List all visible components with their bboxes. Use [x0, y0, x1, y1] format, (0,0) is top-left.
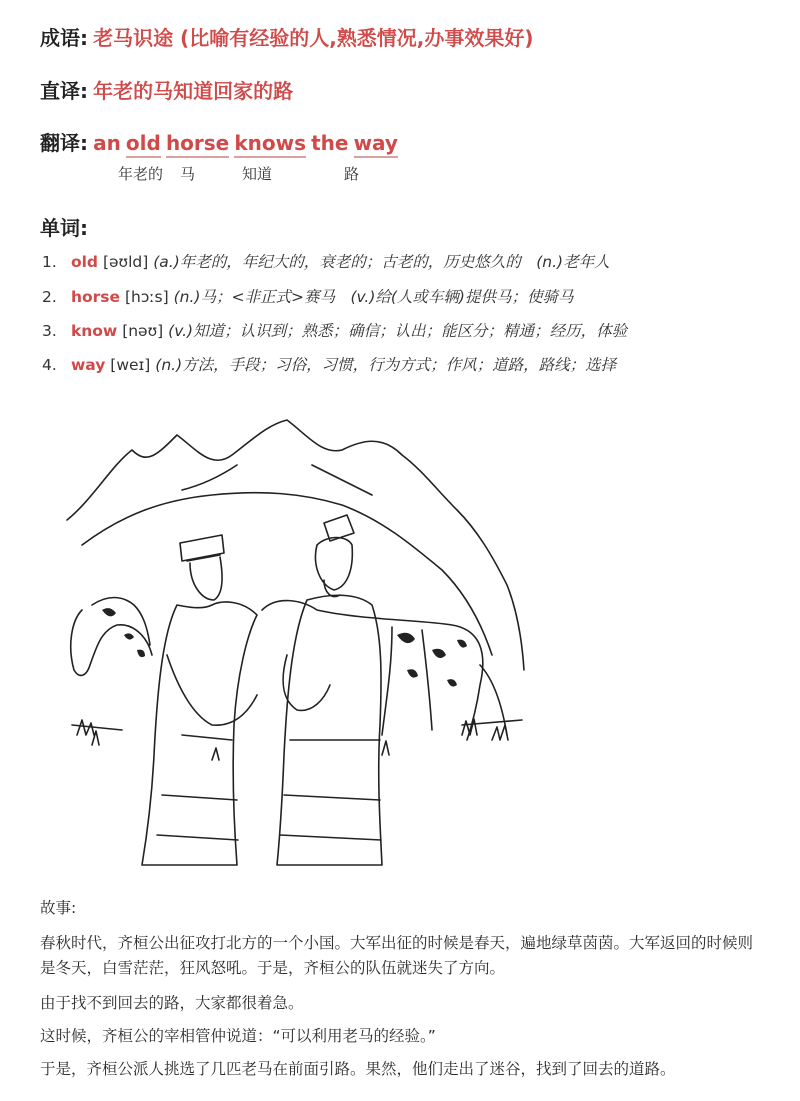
story-illustration: [62, 395, 532, 880]
literal-label: 直译:: [40, 79, 88, 103]
translation-word-way: way: [354, 131, 398, 158]
translation-label: 翻译:: [40, 131, 88, 155]
right-horse: [262, 601, 507, 740]
translation-word-old: old: [126, 131, 161, 158]
translation-word-the: the: [311, 131, 349, 155]
translation-word-an: an: [93, 131, 121, 155]
vocab-ipa: [hɔːs]: [124, 288, 169, 306]
right-official-sleeves: [280, 655, 381, 840]
left-official-hat: [180, 535, 224, 561]
idiom-label: 成语:: [40, 26, 88, 50]
gloss-knows: 知道: [242, 165, 273, 183]
translation-word-horse: horse: [166, 131, 229, 158]
vocab-word: old: [70, 253, 98, 271]
story-paragraph: 这时候，齐桓公的宰相管仲说道：“可以利用老马的经验。”: [40, 1027, 436, 1045]
vocab-word: way: [70, 356, 106, 374]
vocab-item: [42, 319, 627, 341]
mountain-ridge: [82, 493, 492, 655]
vocab-num: 1.: [42, 253, 57, 271]
left-official-robe: [142, 602, 257, 865]
translation-word-knows: knows: [234, 131, 306, 158]
vocab-heading: [40, 212, 88, 241]
mountain-ridge-2: [182, 465, 372, 495]
vocab-item: [42, 353, 616, 375]
story-paragraph: 春秋时代，齐桓公出征攻打北方的一个小国。大军出征的时候是春天，遍地绿草茵茵。大军返回的时候则是冬天，白雪茫茫，狂风怒吼。于是，齐桓公的队伍就迷失了方向。: [40, 934, 754, 977]
vocab-ipa: [əʊld]: [102, 253, 149, 271]
vocab-ipa: [weɪ]: [110, 356, 151, 374]
ground-line: [72, 720, 522, 730]
right-horse-spots: [397, 633, 467, 687]
right-official-robe: [277, 595, 382, 865]
right-official-head: [316, 538, 353, 591]
vocab-item: [42, 285, 573, 307]
left-official-sleeves: [157, 655, 257, 840]
literal-line: [40, 75, 293, 104]
idiom-value: 老马识途 (比喻有经验的人,熟悉情况,办事效果好): [93, 26, 534, 50]
vocab-def: (n.)方法，手段；习俗，习惯，行为方式；作风；道路，路线；选择: [155, 356, 617, 374]
vocab-label: 单词:: [40, 216, 88, 240]
mountain-outline: [67, 420, 524, 670]
left-official-head: [190, 557, 222, 600]
vocab-word: horse: [70, 288, 121, 306]
gloss-way: 路: [344, 165, 360, 183]
literal-value: 年老的马知道回家的路: [93, 79, 294, 103]
vocab-num: 2.: [42, 288, 57, 306]
vocab-item: [42, 250, 610, 272]
vocab-def: (a.)年老的，年纪大的，衰老的；古老的，历史悠久的 (n.)老年人: [153, 253, 610, 271]
gloss-old: 年老的: [118, 165, 164, 183]
story-paragraph: 由于找不到回去的路，大家都很着急。: [40, 994, 304, 1012]
idiom-line: [40, 22, 534, 51]
translation-line: [40, 127, 398, 156]
vocab-def: (n.)马；<非正式>赛马 (v.)给(人或车辆)提供马；使骑马: [173, 288, 574, 306]
vocab-num: 3.: [42, 322, 57, 340]
story-paragraph: 于是，齐桓公派人挑选了几匹老马在前面引路。果然，他们走出了迷谷，找到了回去的道路。: [40, 1060, 676, 1078]
vocab-ipa: [nəʊ]: [122, 322, 164, 340]
vocab-word: know: [70, 322, 118, 340]
story-label: 故事:: [40, 899, 77, 917]
vocab-num: 4.: [42, 356, 57, 374]
vocab-def: (v.)知道；认识到；熟悉；确信；认出；能区分；精通；经历，体验: [168, 322, 628, 340]
gloss-horse: 马: [180, 165, 196, 183]
